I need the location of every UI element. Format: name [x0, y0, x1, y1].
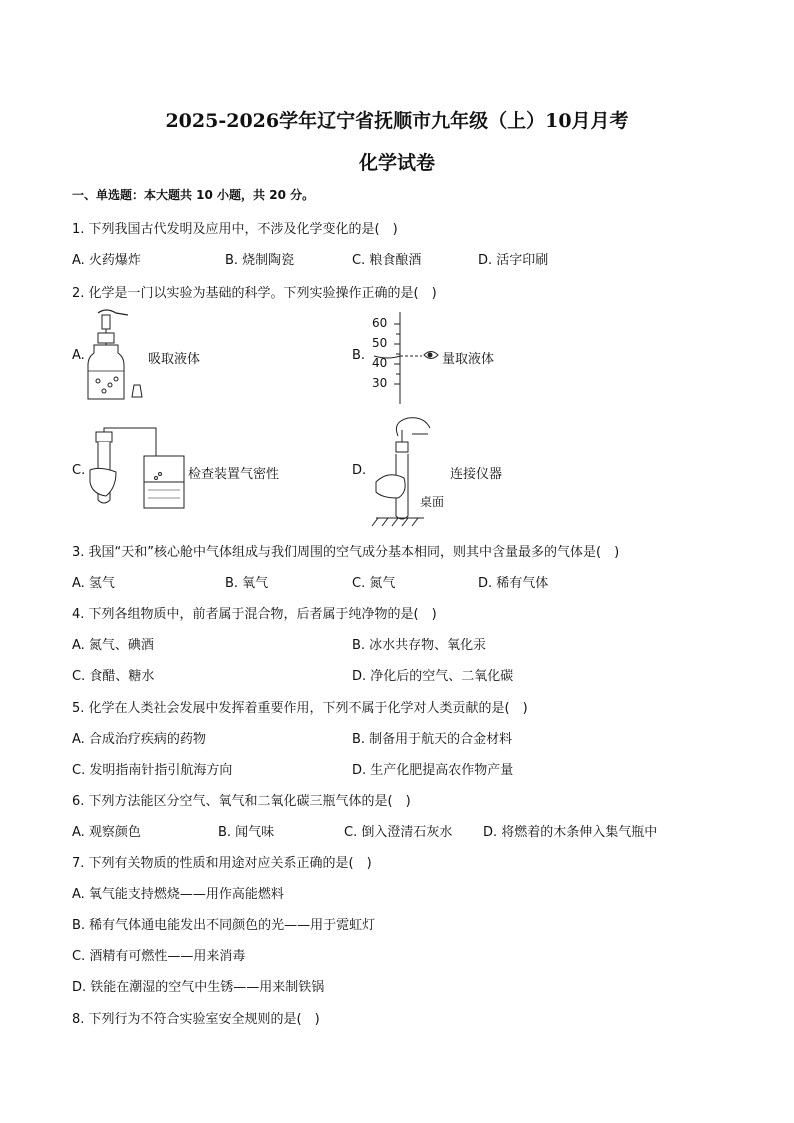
q1-option-a: A. 火药爆炸 [72, 253, 141, 268]
q5-option-d: D. 生产化肥提高农作物产量 [352, 763, 514, 778]
q5-option-c: C. 发明指南针指引航海方向 [72, 763, 233, 778]
q1-option-b: B. 烧制陶瓷 [225, 253, 295, 268]
q2-a-letter: A. [72, 348, 85, 363]
q2-b-letter: B. [352, 348, 366, 363]
cylinder-tick-30: 30 [372, 376, 388, 390]
q6-option-a: A. 观察颜色 [72, 825, 141, 840]
q3-option-a: A. 氢气 [72, 576, 115, 591]
q7-option-b: B. 稀有气体通电能发出不同颜色的光——用于霓虹灯 [72, 918, 376, 933]
q4-option-a: A. 氮气、碘酒 [72, 638, 154, 653]
q6-option-c: C. 倒入澄清石灰水 [344, 825, 453, 840]
q7-option-c: C. 酒精有可燃性——用来消毒 [72, 949, 246, 964]
q5-option-a: A. 合成治疗疾病的药物 [72, 732, 206, 747]
q4-option-c: C. 食醋、糖水 [72, 669, 155, 684]
q1-option-d: D. 活字印刷 [478, 253, 549, 268]
q6-option-d: D. 将燃着的木条伸入集气瓶中 [483, 825, 658, 840]
q3-option-d: D. 稀有气体 [478, 576, 549, 591]
question-2-stem: 2. 化学是一门以实验为基础的科学。下列实验操作正确的是( ) [72, 286, 437, 301]
question-5-stem: 5. 化学在人类社会发展中发挥着重要作用，下列不属于化学对人类贡献的是( ) [72, 701, 528, 716]
q2-d-desk-label: 桌面 [420, 495, 445, 509]
cylinder-tick-50: 50 [372, 336, 388, 350]
q2-a-label: 吸取液体 [148, 352, 201, 367]
q2-c-letter: C. [72, 463, 86, 478]
question-1-stem: 1. 下列我国古代发明及应用中，不涉及化学变化的是( ) [72, 222, 398, 237]
question-7-stem: 7. 下列有关物质的性质和用途对应关系正确的是( ) [72, 856, 372, 871]
eye-icon [422, 348, 440, 362]
q4-option-b: B. 冰水共存物、氧化汞 [352, 638, 487, 653]
q7-option-a: A. 氧气能支持燃烧——用作高能燃料 [72, 887, 284, 902]
question-3-stem: 3. 我国“天和”核心舱中气体组成与我们周围的空气成分基本相同，则其中含量最多的气体是( ) [72, 545, 620, 560]
cylinder-tick-60: 60 [372, 316, 388, 330]
question-6-stem: 6. 下列方法能区分空气、氧气和二氧化碳三瓶气体的是( ) [72, 794, 411, 809]
q1-option-c: C. 粮食酿酒 [352, 253, 422, 268]
q2-d-label: 连接仪器 [450, 467, 503, 482]
q7-option-d: D. 铁能在潮湿的空气中生锈——用来制铁锅 [72, 980, 325, 995]
q2-c-label: 检查装置气密性 [188, 467, 280, 482]
exam-subtitle: 化学试卷 [358, 152, 435, 174]
q4-option-d: D. 净化后的空气、二氧化碳 [352, 669, 514, 684]
q3-option-c: C. 氮气 [352, 576, 396, 591]
question-8-stem: 8. 下列行为不符合实验室安全规则的是( ) [72, 1012, 320, 1027]
q2-b-label: 量取液体 [442, 352, 495, 367]
question-4-stem: 4. 下列各组物质中，前者属于混合物，后者属于纯净物的是( ) [72, 607, 437, 622]
q3-option-b: B. 氧气 [225, 576, 269, 591]
airtightness-apparatus-diagram [86, 426, 190, 514]
cylinder-tick-40: 40 [372, 356, 388, 370]
exam-title: 2025-2026学年辽宁省抚顺市九年级（上）10月月考 [165, 110, 629, 132]
q6-option-b: B. 闻气味 [218, 825, 275, 840]
q2-d-letter: D. [352, 463, 367, 478]
q5-option-b: B. 制备用于航天的合金材料 [352, 732, 513, 747]
section-heading: 一、单选题：本大题共 10 小题，共 20 分。 [72, 188, 315, 202]
connect-instruments-diagram [368, 412, 450, 528]
dropper-bottle-diagram [84, 305, 148, 409]
